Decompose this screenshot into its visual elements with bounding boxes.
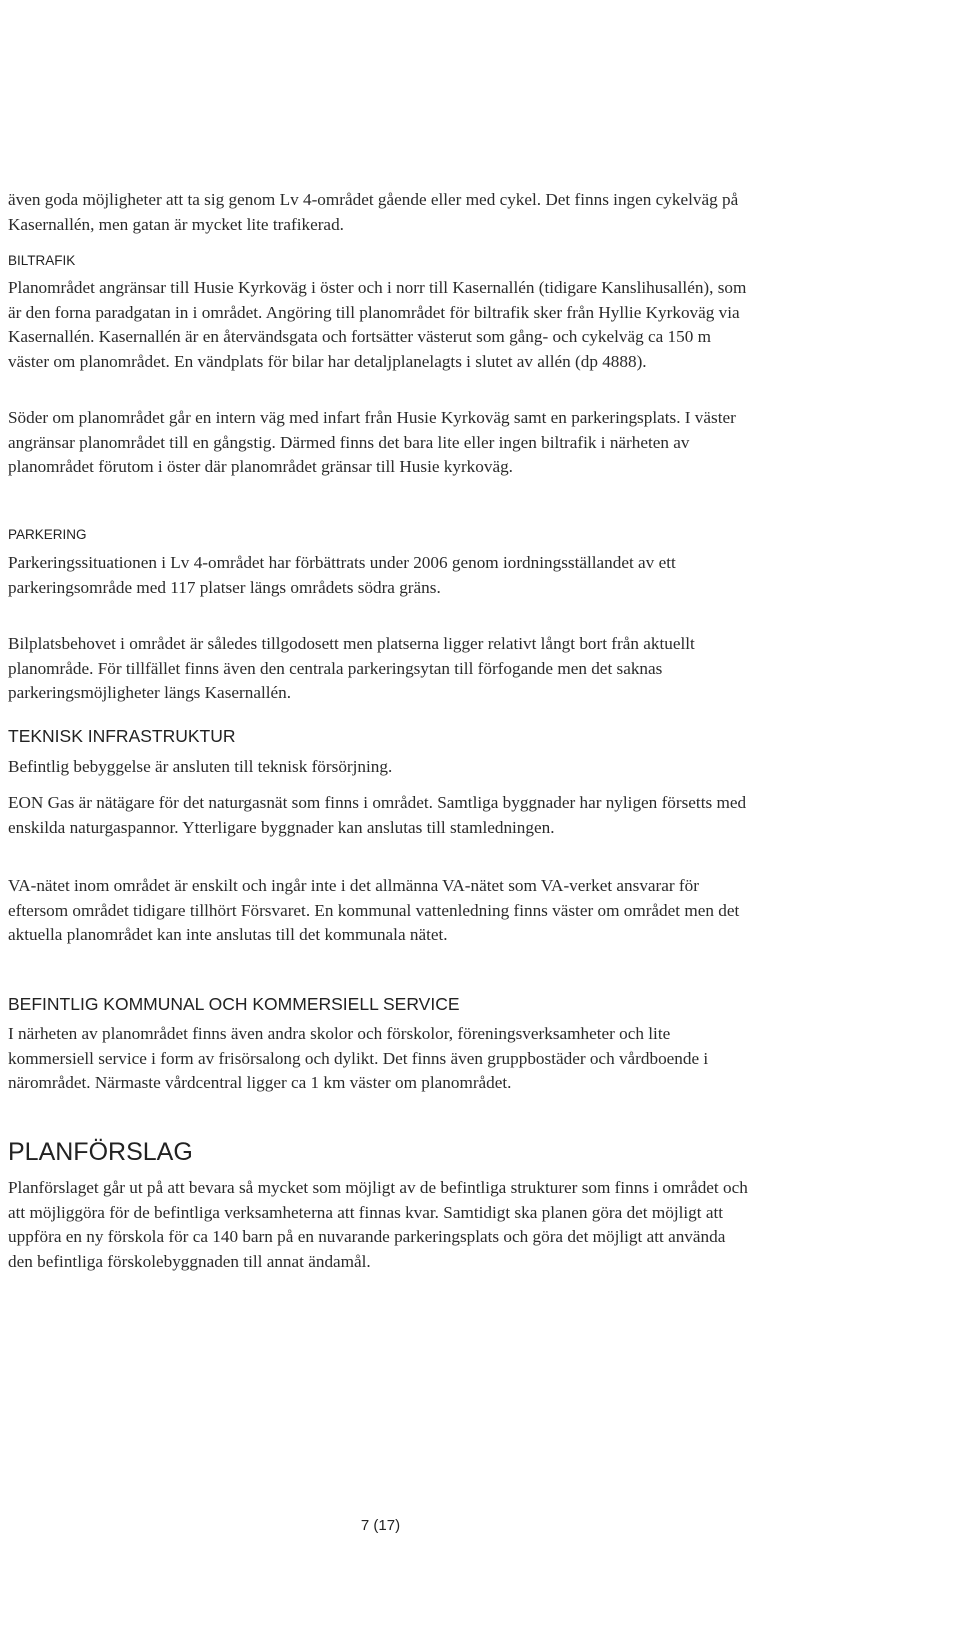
- heading-planforslag: PLANFÖRSLAG: [8, 1138, 193, 1166]
- paragraph-service: I närheten av planområdet finns även andra skolor och förskolor, föreningsverksamheter och lite kommersiell service i form av frisörsalong och dylikt. Det finns även gruppbostäder och vårdboende i närområdet. Närmaste vårdcentral ligger ca 1 km väster om planområdet.: [8, 1024, 709, 1093]
- heading-parkering: PARKERING: [8, 527, 87, 542]
- paragraph-cycling-access: även goda möjligheter att ta sig genom Lv 4-området gående eller med cykel. Det finns ingen cykelväg på Kasernallén, men gatan är mycket lite trafikerad.: [8, 190, 739, 234]
- paragraph-planforslag: Planförslaget går ut på att bevara så mycket som möjligt av de befintliga strukturer som finns i området och att möjliggöra för de befintliga verksamheterna att finnas kvar. Samtidigt ska planen göra det möjligt att uppföra en ny förskola för ca 140 barn på en nuvarande parkeringsplats och göra det möjligt att använda den befintliga förskolebyggnaden till annat ändamål.: [8, 1178, 748, 1271]
- paragraph-biltrafik-internal: Söder om planområdet går en intern väg med infart från Husie Kyrkoväg samt en parkeringsplats. I väster angränsar planområdet till en gångstig. Därmed finns det bara lite eller ingen biltrafik i närheten av planområdet förutom i öster där planområdet gränsar till Husie kyrkoväg.: [8, 408, 736, 477]
- paragraph-parkering-situation: Parkeringssituationen i Lv 4-området har förbättrats under 2006 genom iordningsställandet av ett parkeringsområde med 117 platser längs områdets södra gräns.: [8, 553, 676, 597]
- heading-biltrafik: BILTRAFIK: [8, 253, 76, 268]
- heading-teknisk-infrastruktur: TEKNISK INFRASTRUKTUR: [8, 726, 236, 746]
- heading-befintlig-service: BEFINTLIG KOMMUNAL OCH KOMMERSIELL SERVICE: [8, 994, 460, 1014]
- paragraph-teknisk-connected: Befintlig bebyggelse är ansluten till teknisk försörjning.: [8, 757, 393, 776]
- paragraph-biltrafik-access: Planområdet angränsar till Husie Kyrkoväg i öster och i norr till Kasernallén (tidigare Kanslihusallén), som är den forna paradgatan in i området. Angöring till planområdet för biltrafik sker från Hyllie Kyrkoväg via Kasernallén. Kasernallén är en återvändsgata och fortsätter västerut som gång- och cykelväg ca 150 m väster om planområdet. En vändplats för bilar har detaljplanelagts i slutet av allén (dp 4888).: [8, 278, 747, 371]
- page-number: 7 (17): [360, 1517, 401, 1534]
- paragraph-teknisk-water: VA-nätet inom området är enskilt och ingår inte i det allmänna VA-nätet som VA-verket ansvarar för eftersom området tidigare tillhört Försvaret. En kommunal vattenledning finns väster om området men det aktuella planområdet kan inte anslutas till det kommunala nätet.: [8, 876, 740, 945]
- paragraph-teknisk-gas: EON Gas är nätägare för det naturgasnät som finns i området. Samtliga byggnader har nyligen försetts med enskilda naturgaspannor. Ytterligare byggnader kan anslutas till stamledningen.: [8, 793, 747, 837]
- paragraph-parkering-need: Bilplatsbehovet i området är således tillgodosett men platserna ligger relativt långt bort från aktuellt planområde. För tillfället finns även den centrala parkeringsytan till förfogande men det saknas parkeringsmöjligheter längs Kasernallén.: [8, 634, 695, 703]
